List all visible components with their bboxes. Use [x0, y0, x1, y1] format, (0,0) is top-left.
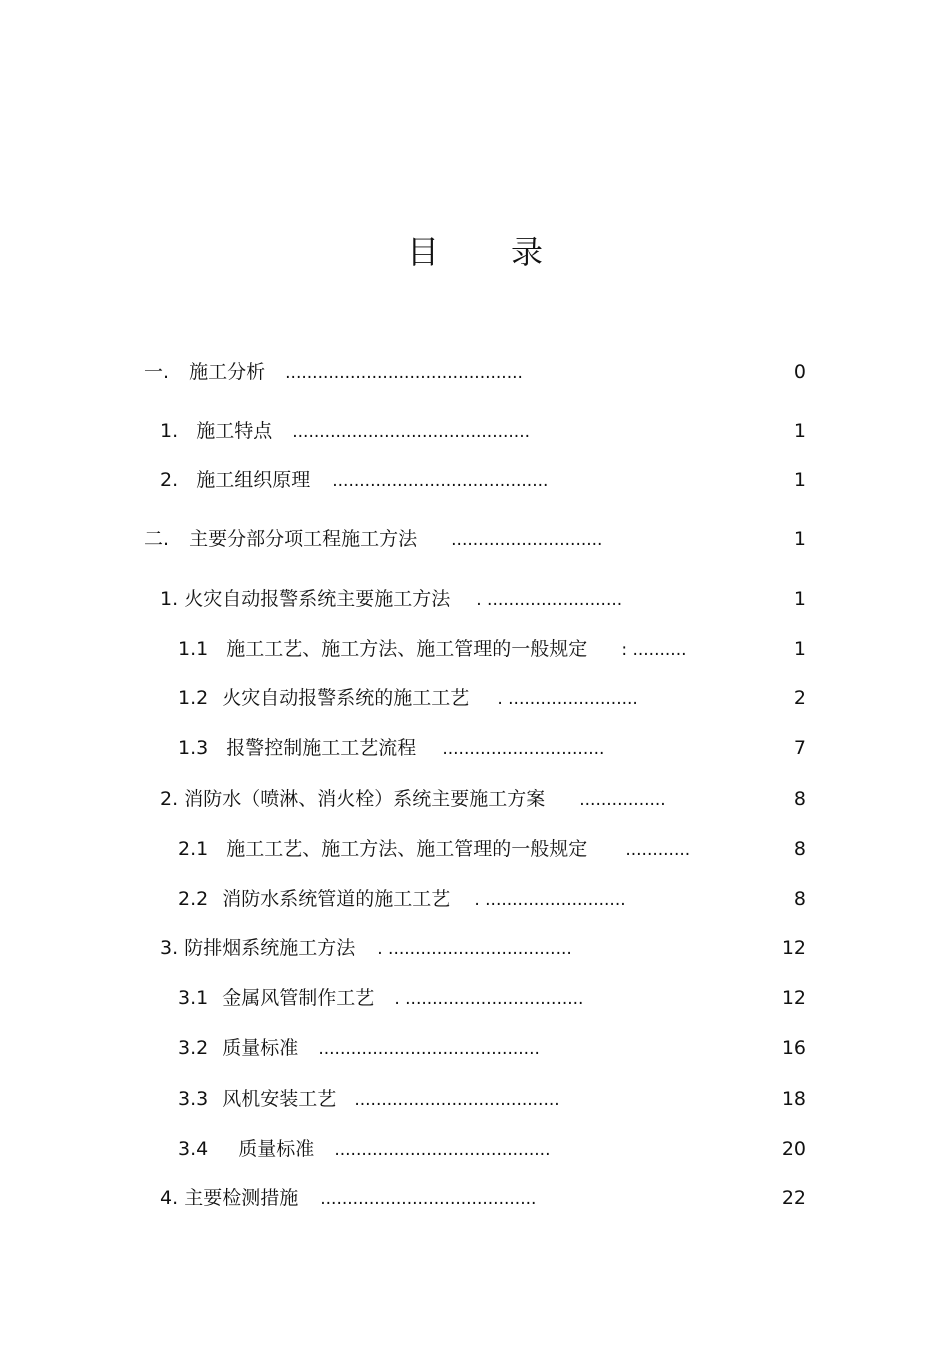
toc-entry-number: 1.1 [178, 638, 209, 660]
toc-entry-number: 一. [144, 361, 170, 383]
toc-entry-page: 1 [793, 420, 806, 442]
toc-entry-leader: ........................................ [332, 471, 549, 491]
toc-entry-page: 22 [781, 1187, 806, 1209]
toc-entry[interactable] [178, 986, 583, 1010]
toc-entry-number: 4. [160, 1187, 179, 1209]
toc-entry-leader: ......................................... [318, 1039, 540, 1059]
toc-entry-page: 1 [793, 528, 806, 550]
toc-entry-number: 2. [160, 469, 179, 491]
toc-entry[interactable] [178, 1087, 560, 1111]
toc-entry-title: 主要分部分项工程施工方法 [189, 528, 418, 550]
toc-entry-page: 1 [793, 638, 806, 660]
toc-entry-number: 二. [144, 528, 170, 550]
toc-entry[interactable] [160, 936, 572, 960]
toc-entry-title: 质量标准 [238, 1138, 315, 1160]
toc-entry[interactable] [160, 419, 530, 443]
toc-entry-leader: ............................................ [292, 422, 531, 442]
toc-entry-leader: . ......................... [476, 590, 623, 610]
toc-entry[interactable] [178, 1137, 550, 1161]
toc-entry[interactable] [178, 637, 687, 661]
toc-entry-leader: ........................................ [334, 1140, 551, 1160]
toc-entry-number: 3. [160, 937, 179, 959]
toc-entry-leader: . ................................. [394, 989, 584, 1009]
toc-entry-page: 0 [793, 361, 806, 383]
toc-entry-title: 风机安装工艺 [222, 1088, 337, 1110]
toc-entry-title: 报警控制施工工艺流程 [226, 737, 417, 759]
toc-entry[interactable] [144, 360, 523, 384]
toc-entry-leader: ................ [579, 790, 666, 810]
title-char-1: 目 [406, 233, 439, 271]
toc-entry-leader: ...................................... [354, 1090, 560, 1110]
toc-entry-title: 金属风管制作工艺 [222, 987, 375, 1009]
toc-entry[interactable] [144, 527, 602, 551]
toc-entry-title: 施工特点 [196, 420, 273, 442]
toc-entry-title: 消防水（喷淋、消火栓）系统主要施工方案 [184, 788, 546, 810]
toc-entry-page: 8 [793, 888, 806, 910]
toc-entry-number: 1.2 [178, 687, 209, 709]
toc-entry-page: 12 [781, 987, 806, 1009]
toc-entry[interactable] [178, 686, 638, 710]
toc-entry-title: 火灾自动报警系统的施工工艺 [222, 687, 470, 709]
toc-entry-page: 12 [781, 937, 806, 959]
toc-entry-leader: .............................. [442, 739, 605, 759]
toc-entry-page: 8 [793, 838, 806, 860]
toc-entry-page: 20 [781, 1138, 806, 1160]
toc-entry-number: 1.3 [178, 737, 209, 759]
toc-entry-title: 施工组织原理 [196, 469, 311, 491]
toc-entry[interactable] [160, 587, 622, 611]
toc-entry-title: 质量标准 [222, 1037, 299, 1059]
toc-entry-title: 防排烟系统施工方法 [184, 937, 356, 959]
toc-entry-page: 16 [781, 1037, 806, 1059]
toc-entry-title: 施工工艺、施工方法、施工管理的一般规定 [226, 638, 588, 660]
toc-entry-leader: : .......... [621, 640, 687, 660]
toc-entry-number: 1. [160, 588, 179, 610]
toc-entry-leader: . .......................... [474, 890, 626, 910]
toc-entry[interactable] [178, 887, 626, 911]
toc-entry-number: 2.2 [178, 888, 209, 910]
toc-entry-page: 7 [793, 737, 806, 759]
toc-entry-number: 2.1 [178, 838, 209, 860]
toc-entry[interactable] [160, 468, 548, 492]
toc-entry-leader: . .................................. [377, 939, 572, 959]
toc-entry[interactable] [178, 736, 604, 760]
toc-entry-leader: ............................ [451, 530, 603, 550]
toc-entry-title: 施工工艺、施工方法、施工管理的一般规定 [226, 838, 588, 860]
toc-entry-leader: ............ [625, 840, 691, 860]
toc-entry-number: 3.3 [178, 1088, 209, 1110]
toc-entry-leader: ............................................ [285, 363, 523, 383]
toc-entry-leader: . ........................ [497, 689, 638, 709]
toc-entry-number: 3.2 [178, 1037, 209, 1059]
toc-entry[interactable] [160, 1186, 536, 1210]
toc-entry-number: 1. [160, 420, 179, 442]
toc-entry-title: 施工分析 [189, 361, 266, 383]
toc-entry[interactable] [160, 787, 666, 811]
toc-entry[interactable] [178, 837, 690, 861]
toc-entry-number: 2. [160, 788, 179, 810]
toc-entry-title: 主要检测措施 [184, 1187, 299, 1209]
toc-entry-number: 3.1 [178, 987, 209, 1009]
toc-entry-number: 3.4 [178, 1138, 209, 1160]
toc-entry-page: 18 [781, 1088, 806, 1110]
toc-entry-leader: ........................................ [320, 1189, 537, 1209]
toc-entry-title: 火灾自动报警系统主要施工方法 [184, 588, 451, 610]
toc-entry-page: 8 [793, 788, 806, 810]
title-char-2: 录 [511, 233, 544, 271]
toc-entry-page: 1 [793, 588, 806, 610]
page-title [0, 232, 950, 272]
toc-entry-page: 1 [793, 469, 806, 491]
toc-entry-page: 2 [793, 687, 806, 709]
toc-entry-title: 消防水系统管道的施工工艺 [222, 888, 451, 910]
toc-entry[interactable] [178, 1036, 540, 1060]
